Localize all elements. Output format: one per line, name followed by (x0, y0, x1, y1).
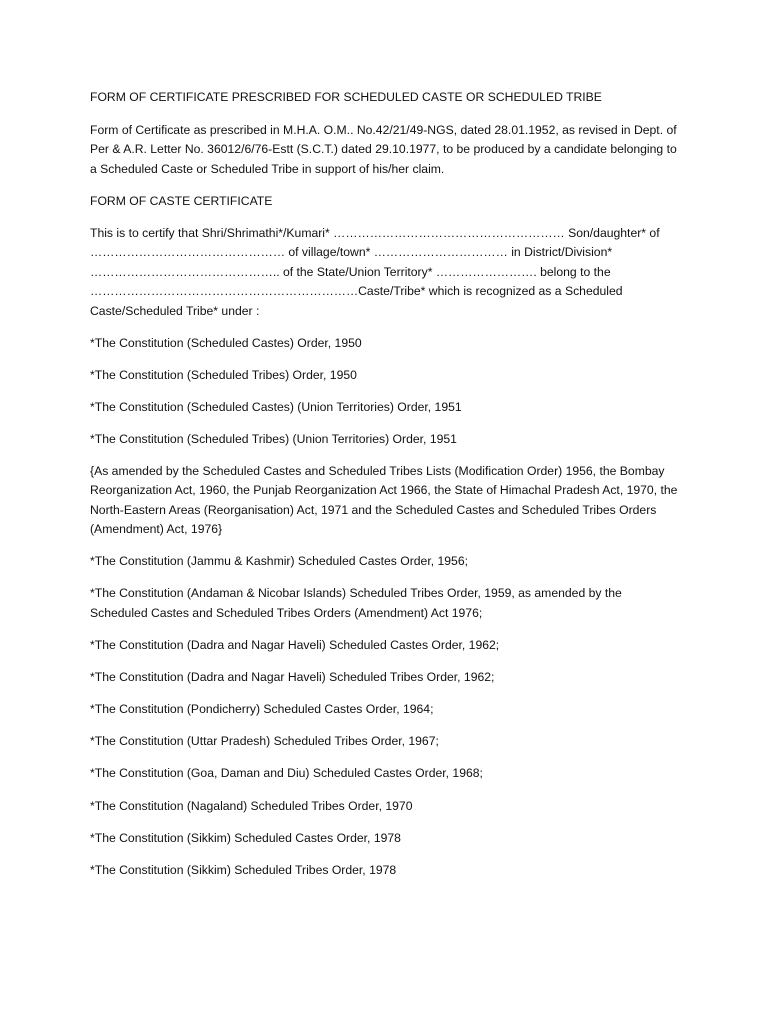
intro-paragraph: Form of Certificate as prescribed in M.H.A. O.M.. No.42/21/49-NGS, dated 28.01.1952, as revised in Dept. of Per & A.R. Letter No. 36012/6/76-Estt (S.C.T.) dated 29.10.1977, to be produced by a candidate belonging to a Scheduled Caste or Scheduled Tribe in support of his/her claim. (90, 122, 677, 176)
order-item: *The Constitution (Pondicherry) Scheduled Castes Order, 1964; (90, 702, 434, 717)
document-page (90, 88, 680, 893)
document-title: FORM OF CERTIFICATE PRESCRIBED FOR SCHEDULED CASTE OR SCHEDULED TRIBE (90, 90, 602, 104)
order-item: *The Constitution (Goa, Daman and Diu) Scheduled Castes Order, 1968; (90, 766, 483, 781)
certificate-subtitle: FORM OF CASTE CERTIFICATE (90, 193, 273, 208)
certificate-line: ……………………………………….. of the State/Union Territory* ……………………. belong to the (90, 264, 611, 279)
order-item: *The Constitution (Scheduled Castes) Order, 1950 (90, 335, 362, 350)
orders-list-part2 (90, 552, 680, 880)
order-item: *The Constitution (Dadra and Nagar Haveli) Scheduled Castes Order, 1962; (90, 638, 500, 653)
order-item: *The Constitution (Andaman & Nicobar Islands) Scheduled Tribes Order, 1959, as amended by the Scheduled Castes and Scheduled Tribes Orders (Amendment) Act 1976; (90, 586, 622, 620)
order-item: *The Constitution (Nagaland) Scheduled Tribes Order, 1970 (90, 798, 413, 813)
orders-list-part1 (90, 334, 680, 450)
certificate-body (90, 224, 680, 322)
order-item: *The Constitution (Scheduled Castes) (Union Territories) Order, 1951 (90, 399, 462, 414)
certificate-line: This is to certify that Shri/Shrimathi*/Kumari* ………………………………………………… Son/daughter* of (90, 225, 660, 240)
order-item: *The Constitution (Scheduled Tribes) (Union Territories) Order, 1951 (90, 431, 457, 446)
certificate-line: …………………………………………………………Caste/Tribe* which is recognized as a Scheduled Caste/Scheduled Tribe* under : (90, 284, 623, 318)
order-item: *The Constitution (Sikkim) Scheduled Tribes Order, 1978 (90, 862, 397, 877)
order-item: *The Constitution (Sikkim) Scheduled Castes Order, 1978 (90, 830, 401, 845)
order-item: *The Constitution (Dadra and Nagar Haveli) Scheduled Tribes Order, 1962; (90, 670, 495, 685)
amendment-note: {As amended by the Scheduled Castes and Scheduled Tribes Lists (Modification Order) 1956, the Bombay Reorganization Act, 1960, the Punjab Reorganization Act 1966, the State of Himachal Pradesh Act, 1970, the North-Eastern Areas (Reorganisation) Act, 1971 and the Scheduled Castes and Scheduled Tribes Orders (Amendment) Act, 1976} (90, 463, 678, 537)
order-item: *The Constitution (Scheduled Tribes) Order, 1950 (90, 367, 357, 382)
order-item: *The Constitution (Uttar Pradesh) Scheduled Tribes Order, 1967; (90, 734, 439, 749)
certificate-line: ………………………………………… of village/town* …………………………… in District/Division* (90, 245, 613, 259)
order-item: *The Constitution (Jammu & Kashmir) Scheduled Castes Order, 1956; (90, 554, 468, 569)
